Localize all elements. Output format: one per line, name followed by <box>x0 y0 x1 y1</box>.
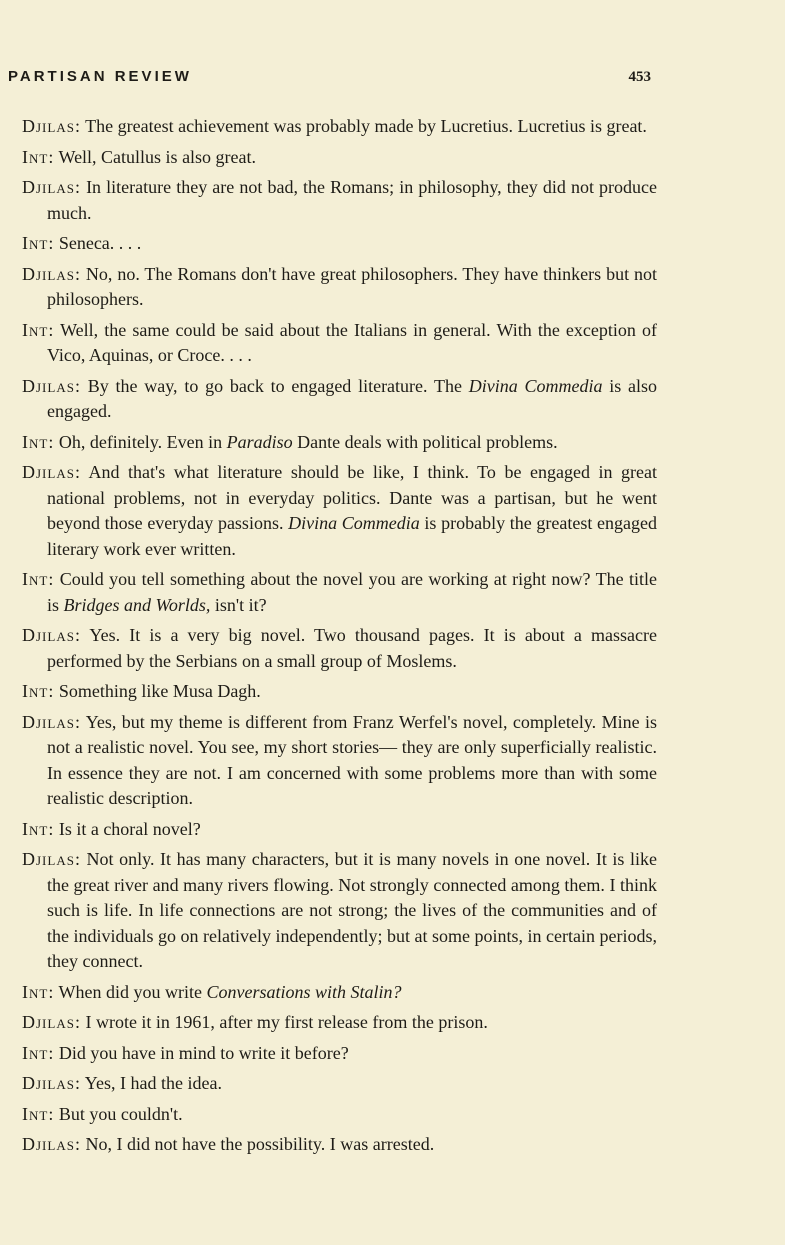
dialogue-text: Well, Catullus is also great. <box>58 146 257 167</box>
dialogue-text: Is it a choral novel? <box>58 818 201 839</box>
speaker-label: Int: <box>22 681 55 701</box>
dialogue-entry <box>22 231 657 257</box>
dialogue-entry <box>22 460 657 562</box>
speaker-label: Djilas: <box>22 1073 81 1093</box>
dialogue-text: The greatest achievement was probably made by Lucretius. Lucretius is great. <box>85 116 647 136</box>
italic-title-text: Divina Commedia <box>288 513 420 533</box>
dialogue-entry <box>22 623 657 674</box>
dialogue-text: Could you tell something about the novel you are working at right now? The title is <box>47 569 658 615</box>
dialogue-entry <box>22 430 657 456</box>
dialogue-entry <box>22 1041 657 1067</box>
interview-dialogue <box>22 114 657 1163</box>
speaker-label: Djilas: <box>22 177 81 197</box>
italic-title-text: Bridges and Worlds, <box>63 594 211 615</box>
dialogue-text: But you couldn't. <box>58 1103 183 1124</box>
dialogue-entry <box>22 114 657 140</box>
dialogue-entry <box>22 374 657 425</box>
speaker-label: Int: <box>22 1042 55 1063</box>
dialogue-text: Yes, but my theme is different from Franz Werfel's novel, completely. Mine is not a realistic novel. You see, my short stories— they are only superficially realistic. In essence they are not. I am concerned with some problems more than with some realistic description. <box>47 711 657 808</box>
dialogue-entry <box>22 175 657 226</box>
speaker-label: Int: <box>22 818 55 839</box>
dialogue-text: is also engaged. <box>47 375 657 421</box>
speaker-label: Djilas: <box>22 849 81 869</box>
dialogue-entry <box>22 1102 657 1128</box>
dialogue-text: Seneca. . . . <box>58 233 142 253</box>
dialogue-entry <box>22 679 657 705</box>
speaker-label: Int: <box>22 431 55 452</box>
speaker-label: Int: <box>22 146 55 167</box>
speaker-label: Djilas: <box>22 375 81 396</box>
dialogue-text: Yes. It is a very big novel. Two thousand pages. It is about a massacre performed by the Serbians on a small group of Moslems. <box>47 625 657 671</box>
dialogue-text: When did you write <box>58 981 207 1002</box>
dialogue-text: Something like Musa Dagh. <box>58 681 261 701</box>
dialogue-entry <box>22 567 657 618</box>
dialogue-text: Dante deals with political problems. <box>292 431 558 452</box>
dialogue-entry <box>22 318 657 369</box>
dialogue-text: Well, the same could be said about the Italians in general. With the exception of Vico, Aquinas, or Croce. . . . <box>47 319 657 365</box>
speaker-label: Djilas: <box>22 1134 81 1154</box>
dialogue-entry <box>22 1132 657 1158</box>
speaker-label: Int: <box>22 1103 55 1124</box>
dialogue-text: And that's what literature should be like, I think. To be engaged in great national problems, not in everyday politics. Dante was a partisan, but he went beyond those everyday passions. <box>47 462 657 533</box>
dialogue-entry <box>22 980 657 1006</box>
speaker-label: Djilas: <box>22 625 81 645</box>
journal-title: PARTISAN REVIEW <box>8 68 192 85</box>
dialogue-text: By the way, to go back to engaged literature. The <box>87 375 469 396</box>
dialogue-text: I wrote it in 1961, after my first release from the prison. <box>85 1012 488 1032</box>
dialogue-entry <box>22 817 657 843</box>
dialogue-entry <box>22 847 657 975</box>
italic-title-text: Divina Commedia <box>468 375 603 396</box>
dialogue-text: Oh, definitely. Even in <box>58 431 227 452</box>
italic-title-text: Conversations with Stalin? <box>206 981 402 1002</box>
dialogue-text: No, I did not have the possibility. I was arrested. <box>85 1134 435 1154</box>
dialogue-text: No, no. The Romans don't have great philosophers. They have thinkers but not philosophers. <box>47 263 658 309</box>
speaker-label: Int: <box>22 981 55 1002</box>
dialogue-entry <box>22 710 657 812</box>
speaker-label: Djilas: <box>22 263 81 284</box>
page-number: 453 <box>628 69 651 85</box>
speaker-label: Int: <box>22 319 55 340</box>
dialogue-text: Did you have in mind to write it before? <box>58 1042 349 1063</box>
speaker-label: Djilas: <box>22 711 81 732</box>
dialogue-text: Yes, I had the idea. <box>84 1073 222 1093</box>
running-header <box>8 68 651 86</box>
dialogue-entry <box>22 1071 657 1097</box>
dialogue-text: In literature they are not bad, the Romans; in philosophy, they did not produce much. <box>47 177 658 223</box>
speaker-label: Djilas: <box>22 1012 81 1032</box>
italic-title-text: Paradiso <box>226 431 293 452</box>
dialogue-entry <box>22 1010 657 1036</box>
speaker-label: Int: <box>22 233 55 253</box>
dialogue-entry <box>22 145 657 171</box>
speaker-label: Int: <box>22 569 55 589</box>
dialogue-text: isn't it? <box>210 594 267 615</box>
speaker-label: Djilas: <box>22 462 81 482</box>
speaker-label: Djilas: <box>22 116 81 136</box>
dialogue-entry <box>22 262 657 313</box>
dialogue-text: is probably the greatest engaged literary work ever written. <box>47 513 658 559</box>
dialogue-text: Not only. It has many characters, but it is many novels in one novel. It is like the great river and many rivers flowing. Not strongly connected among them. I think such is life. In life connections are not strong; the lives of the communities and of the individuals go on relatively independently; but at some points, in certain periods, they connect. <box>47 849 657 971</box>
